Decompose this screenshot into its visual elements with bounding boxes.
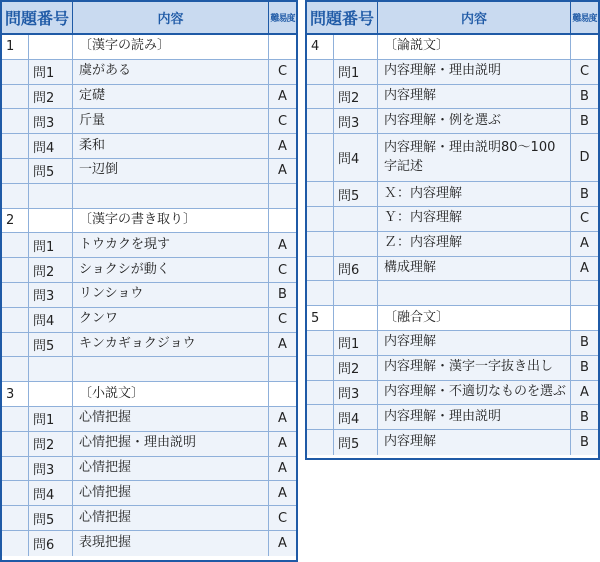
difficulty-grade: A xyxy=(268,333,296,357)
content-line: 内容理解・理由説明80～100 xyxy=(384,139,556,155)
question-content: 一辺倒 xyxy=(72,159,268,183)
question-number xyxy=(2,60,28,84)
sub-question: 問2 xyxy=(28,432,72,456)
question-number xyxy=(307,134,333,181)
sub-question: 問5 xyxy=(28,159,72,183)
question-content: Ｘ：内容理解 xyxy=(377,182,570,206)
sub-question xyxy=(28,357,72,381)
question-number xyxy=(2,134,28,158)
question-number xyxy=(307,60,333,84)
table-row xyxy=(2,85,296,110)
difficulty-grade: A xyxy=(268,481,296,505)
question-content: 内容理解・漢字一字抜き出し xyxy=(377,356,570,380)
difficulty-grade: A xyxy=(268,457,296,481)
difficulty-grade: A xyxy=(268,233,296,257)
difficulty-grade: A xyxy=(268,432,296,456)
sub-question: 問4 xyxy=(333,134,377,181)
table-row xyxy=(2,134,296,159)
sub-question xyxy=(28,184,72,208)
question-number xyxy=(2,357,28,381)
table-row xyxy=(2,60,296,85)
question-content xyxy=(377,134,570,181)
question-number xyxy=(307,281,333,305)
question-number xyxy=(307,85,333,109)
difficulty-grade: B xyxy=(570,182,598,206)
header-question-number: 問題番号 xyxy=(4,9,69,28)
question-number xyxy=(307,257,333,281)
table-row xyxy=(2,357,296,382)
table-row xyxy=(2,407,296,432)
question-number: 3 xyxy=(6,386,15,402)
table-row xyxy=(2,35,296,60)
table-row xyxy=(2,258,296,283)
question-content: 心情把握 xyxy=(72,457,268,481)
question-number xyxy=(307,207,333,231)
header-content: 内容 xyxy=(72,2,268,33)
table-row xyxy=(2,109,296,134)
sub-question: 問3 xyxy=(333,109,377,133)
sub-question: 問5 xyxy=(333,430,377,455)
question-number xyxy=(2,308,28,332)
difficulty-grade xyxy=(268,357,296,381)
difficulty-grade: A xyxy=(268,407,296,431)
difficulty-grade: C xyxy=(268,109,296,133)
header-question-number: 問題番号 xyxy=(309,9,374,28)
difficulty-grade: A xyxy=(570,257,598,281)
question-number xyxy=(307,331,333,355)
question-content: 定礎 xyxy=(72,85,268,109)
question-content: 心情把握・理由説明 xyxy=(72,432,268,456)
sub-question: 問3 xyxy=(28,283,72,307)
question-content xyxy=(72,184,268,208)
question-number xyxy=(307,356,333,380)
sub-question: 問1 xyxy=(28,407,72,431)
table-row xyxy=(307,331,598,356)
difficulty-grade: A xyxy=(570,381,598,405)
sub-question: 問4 xyxy=(28,481,72,505)
difficulty-grade: B xyxy=(570,405,598,429)
sub-question: 問4 xyxy=(28,308,72,332)
difficulty-grade: A xyxy=(268,159,296,183)
question-content: 表現把握 xyxy=(72,531,268,556)
question-content: 虞がある xyxy=(72,60,268,84)
table-row xyxy=(2,457,296,482)
sub-question xyxy=(333,306,377,330)
difficulty-grade xyxy=(570,281,598,305)
table-row xyxy=(307,430,598,455)
question-content: 心情把握 xyxy=(72,481,268,505)
left-table-body xyxy=(2,35,296,556)
table-row xyxy=(2,308,296,333)
table-row xyxy=(307,381,598,406)
question-content: 〔融合文〕 xyxy=(377,306,570,330)
left-question-table xyxy=(0,0,298,562)
sub-question: 問1 xyxy=(333,331,377,355)
header-difficulty: 難易度 xyxy=(570,2,598,33)
question-number xyxy=(2,432,28,456)
question-content: 〔論説文〕 xyxy=(377,35,570,59)
question-number xyxy=(2,506,28,530)
question-number xyxy=(307,232,333,256)
table-row xyxy=(307,182,598,207)
table-header xyxy=(2,2,296,35)
table-row xyxy=(307,134,598,182)
difficulty-grade xyxy=(268,209,296,233)
question-number xyxy=(307,381,333,405)
sub-question xyxy=(28,382,72,406)
difficulty-grade: B xyxy=(570,109,598,133)
question-content: キンカギョクジョウ xyxy=(72,333,268,357)
question-content: クンワ xyxy=(72,308,268,332)
difficulty-grade xyxy=(570,35,598,59)
table-row xyxy=(307,405,598,430)
difficulty-grade xyxy=(570,306,598,330)
question-number xyxy=(307,109,333,133)
difficulty-grade: B xyxy=(570,331,598,355)
table-row xyxy=(307,257,598,282)
table-header xyxy=(307,2,598,35)
question-number xyxy=(2,481,28,505)
question-content: 内容理解・理由説明 xyxy=(377,405,570,429)
difficulty-grade: A xyxy=(268,85,296,109)
right-question-table xyxy=(305,0,600,460)
difficulty-grade: C xyxy=(570,60,598,84)
table-row xyxy=(2,382,296,407)
difficulty-grade xyxy=(268,184,296,208)
question-content: 〔漢字の書き取り〕 xyxy=(72,209,268,233)
sub-question: 問3 xyxy=(28,109,72,133)
difficulty-grade: C xyxy=(570,207,598,231)
question-content: 心情把握 xyxy=(72,407,268,431)
difficulty-grade: B xyxy=(570,430,598,455)
table-row xyxy=(2,432,296,457)
question-number: 2 xyxy=(6,212,15,228)
difficulty-grade: B xyxy=(268,283,296,307)
sub-question: 問5 xyxy=(333,182,377,206)
sub-question: 問3 xyxy=(28,457,72,481)
difficulty-grade xyxy=(268,35,296,59)
question-number xyxy=(2,184,28,208)
difficulty-grade: A xyxy=(268,531,296,556)
sub-question: 問2 xyxy=(333,85,377,109)
difficulty-grade: B xyxy=(570,85,598,109)
sub-question: 問6 xyxy=(333,257,377,281)
question-content: 内容理解・例を選ぶ xyxy=(377,109,570,133)
difficulty-grade: A xyxy=(570,232,598,256)
sub-question: 問2 xyxy=(333,356,377,380)
question-content: 柔和 xyxy=(72,134,268,158)
question-content: 内容理解 xyxy=(377,85,570,109)
question-number: 1 xyxy=(6,39,15,55)
question-content: Ｚ：内容理解 xyxy=(377,232,570,256)
table-row xyxy=(2,184,296,209)
table-row xyxy=(2,506,296,531)
question-content: 心情把握 xyxy=(72,506,268,530)
difficulty-grade: A xyxy=(268,134,296,158)
question-number: 4 xyxy=(311,39,320,55)
difficulty-grade: C xyxy=(268,60,296,84)
header-content: 内容 xyxy=(377,2,570,33)
sub-question: 問1 xyxy=(28,233,72,257)
question-number xyxy=(2,85,28,109)
question-number xyxy=(2,333,28,357)
question-content: 内容理解 xyxy=(377,430,570,455)
table-row xyxy=(2,481,296,506)
question-content: 構成理解 xyxy=(377,257,570,281)
table-row xyxy=(2,333,296,358)
sub-question xyxy=(333,281,377,305)
table-row xyxy=(307,306,598,331)
right-table-body xyxy=(307,35,598,455)
header-difficulty: 難易度 xyxy=(268,2,296,33)
table-row xyxy=(307,207,598,232)
question-number xyxy=(2,457,28,481)
table-row xyxy=(307,281,598,306)
question-number xyxy=(2,233,28,257)
question-number xyxy=(2,109,28,133)
sub-question xyxy=(333,232,377,256)
table-row xyxy=(2,209,296,234)
table-row xyxy=(2,159,296,184)
sub-question: 問1 xyxy=(28,60,72,84)
question-content xyxy=(72,357,268,381)
sub-question: 問5 xyxy=(28,506,72,530)
content-line: 字記述 xyxy=(384,158,424,174)
table-row xyxy=(307,356,598,381)
sub-question xyxy=(333,207,377,231)
sub-question xyxy=(28,35,72,59)
question-number xyxy=(2,159,28,183)
question-content: 内容理解・不適切なものを選ぶ xyxy=(377,381,570,405)
sub-question xyxy=(333,35,377,59)
question-content: 内容理解 xyxy=(377,331,570,355)
difficulty-grade: C xyxy=(268,506,296,530)
table-row xyxy=(2,233,296,258)
table-row xyxy=(307,232,598,257)
question-number xyxy=(2,283,28,307)
question-content: トウカクを現す xyxy=(72,233,268,257)
question-content: 斤量 xyxy=(72,109,268,133)
table-row xyxy=(2,531,296,556)
question-number xyxy=(2,258,28,282)
sub-question xyxy=(28,209,72,233)
sub-question: 問4 xyxy=(333,405,377,429)
table-row xyxy=(307,109,598,134)
table-row xyxy=(307,35,598,60)
sub-question: 問6 xyxy=(28,531,72,556)
sub-question: 問3 xyxy=(333,381,377,405)
question-content: 〔漢字の読み〕 xyxy=(72,35,268,59)
difficulty-grade: C xyxy=(268,308,296,332)
question-content: 〔小説文〕 xyxy=(72,382,268,406)
sub-question: 問2 xyxy=(28,85,72,109)
question-content: 内容理解・理由説明 xyxy=(377,60,570,84)
question-content: リンショウ xyxy=(72,283,268,307)
table-row xyxy=(2,283,296,308)
question-number xyxy=(307,430,333,455)
difficulty-grade: C xyxy=(268,258,296,282)
question-content: Ｙ：内容理解 xyxy=(377,207,570,231)
table-row xyxy=(307,60,598,85)
question-number xyxy=(307,405,333,429)
difficulty-grade: D xyxy=(570,134,598,181)
difficulty-grade xyxy=(268,382,296,406)
difficulty-grade: B xyxy=(570,356,598,380)
sub-question: 問4 xyxy=(28,134,72,158)
question-content xyxy=(377,281,570,305)
sub-question: 問1 xyxy=(333,60,377,84)
question-number xyxy=(2,407,28,431)
question-number xyxy=(2,531,28,556)
question-number: 5 xyxy=(311,310,320,326)
question-number xyxy=(307,182,333,206)
table-row xyxy=(307,85,598,110)
question-content: ショクシが動く xyxy=(72,258,268,282)
sub-question: 問5 xyxy=(28,333,72,357)
sub-question: 問2 xyxy=(28,258,72,282)
